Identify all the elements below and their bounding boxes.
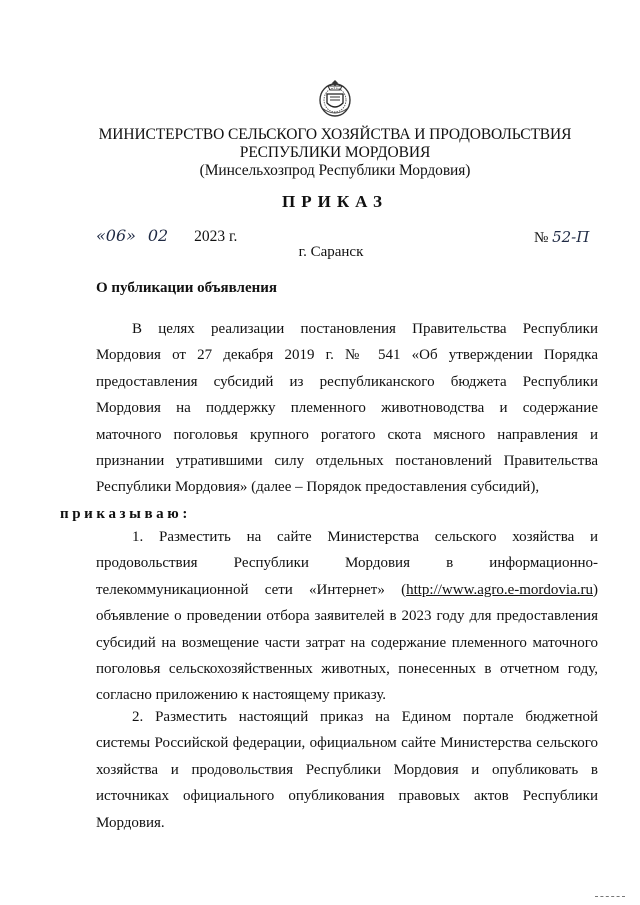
coat-of-arms-icon [318, 78, 352, 118]
ministry-website-link[interactable]: http://www.agro.e-mordovia.ru [406, 581, 593, 598]
number-value: 52-П [552, 228, 590, 246]
order-item-2: 2. Разместить настоящий приказ на Едином портале бюджетной системы Российской федерации, официальном сайте Министерства сельского хозяйства и продовольствия Республики Мордовия и опубликовать в источниках официального опубликования правовых актов Республики Мордовия. [96, 709, 598, 831]
document-title: ПРИКАЗ [282, 192, 388, 211]
number-label: № [534, 230, 549, 246]
item1-text-after-link: ) объявление о проведении отбора заявителей в 2023 году для предоставления субсидий на возмещение части затрат на содержание племенного маточного поголовья сельскохозяйственных животных, понесенных в отчетном году, согласно приложению к настоящему приказу. [96, 581, 598, 704]
city: г. Саранск [298, 244, 364, 260]
ministry-name-line1: МИНИСТЕРСТВО СЕЛЬСКОГО ХОЗЯЙСТВА И ПРОДОВОЛЬСТВИЯ [98, 126, 572, 143]
order-subject: О публикации объявления [96, 280, 278, 296]
order-word: приказываю: [60, 505, 191, 522]
date-year: 2023 г. [194, 228, 238, 245]
date-month: 02 [147, 226, 169, 245]
date-open-quote: « [96, 226, 106, 245]
ministry-short-name: (Минсельхозпрод Республики Мордовия) [199, 162, 471, 179]
order-date [96, 226, 237, 246]
date-close-quote: » [126, 226, 136, 245]
order-item-1 [96, 524, 598, 709]
page-edge-mark [595, 896, 625, 898]
ministry-name-line2: РЕСПУБЛИКИ МОРДОВИЯ [239, 144, 431, 161]
preamble-text: В целях реализации постановления Правительства Республики Мордовия от 27 декабря 2019 г. № 541 «Об утверждении Порядка предоставления субсидий из республиканского бюджета Республики Мордовия на поддержку племенного животноводства и содержание маточного поголовья крупного рогатого скота мясного направления и признании утратившими силу отдельных постановлений Правительства Республики Мордовия» (далее – Порядок предоставления субсидий), [96, 321, 598, 496]
item1-text-before-link: 1. Разместить на сайте Министерства сельского хозяйства и продовольствия Республики Мордовия в информационно-телекоммуникационной сети «Интернет» ( [96, 529, 598, 598]
date-day: 06 [105, 226, 127, 245]
preamble-paragraph [60, 316, 598, 527]
